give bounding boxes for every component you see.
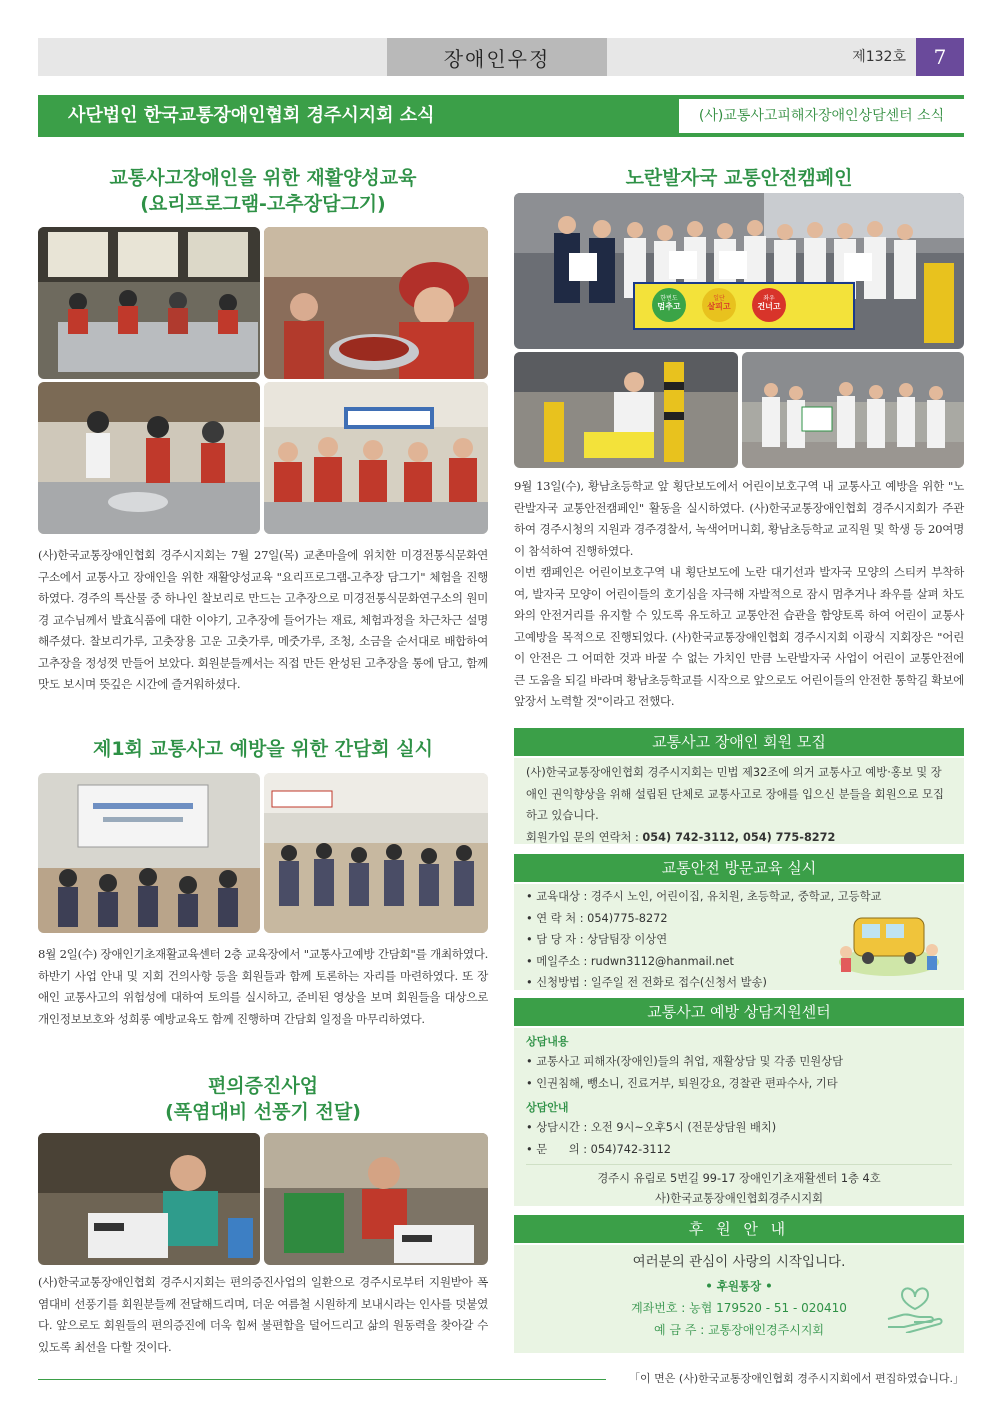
membership-contact [526,827,952,849]
donation-box [514,1245,964,1353]
membership-contact-label: 회원가입 문의 연락처 : [526,830,643,844]
fan-title-line1: 편의증진사업 [207,1075,319,1097]
cooking-body: (사)한국교통장애인협회 경주시지회는 7월 27일(목) 교촌마을에 위치한 미경전통식문화연구소에서 교통사고 장애인을 위한 재활양성교육 "요리프로그램-고추장 담그기" 체험을 진행하였다. 경주의 특산물 중 하나인 찰보리로 만드는 고추장으로 미경전통식문화연구소의 원미경 교수님께서 발효식품에 대한 이야기, 고추장에 들어가는 재료, 체험과정을 차근차근 설명해주셨다. 찰보리가루, 고춧장용 고운 고춧가루, 메줏가루, 조청, 소금을 순서대로 배합하여 고추장을 정성껏 만들어 보았다. 회원분들께서는 직접 만든 완성된 고추장을 통에 담고, 함께 맛도 보시며 뜻깊은 시간에 즐거워하셨다. [38,548,488,691]
fan-photo-2 [264,1133,488,1265]
counsel-guide-item: • 문 의 : 054)742-3112 [526,1139,952,1161]
masthead [38,38,964,76]
donation-slogan: 여러분의 관심이 사랑의 시작입니다. [632,1254,846,1270]
fan-body: (사)한국교통장애인협회 경주시지회는 편의증진사업의 일환으로 경주시로부터 지원받아 폭염대비 선풍기를 회원분들께 전달해드리며, 더운 여름철 시원하게 보내시라는 인사를 덧붙였다. 앞으로도 회원들의 편의증진에 더욱 힘써 불편함을 덜어드리고 삶의 원동력을 찾아갈 수 있도록 최선을 다할 것이다. [38,1275,488,1354]
cooking-photo-2 [264,227,488,379]
masthead-title: 장애인우정 [387,38,607,76]
counsel-content-heading: 상담내용 [526,1035,569,1048]
membership-box [514,758,964,844]
meeting-title: 제1회 교통사고 예방을 위한 간담회 실시 [93,738,433,760]
banner-right-title: (사)교통사고피해자장애인상담센터 소식 [679,99,964,133]
visit-edu-item: • 신청방법 : 일주일 전 전화로 접수(신청서 발송) [526,972,952,994]
campaign-photo-sticker [514,352,738,468]
donation-account-value: 농협 179520 - 51 - 020410 [689,1301,847,1315]
page-number: 7 [916,38,964,76]
sign-label-3: 좌우 [763,295,775,302]
donation-holder-value: 교통장애인경주시지회 [708,1323,824,1337]
sign-label-2: 일단 [713,295,725,302]
visit-edu-item: • 담 당 자 : 상담팀장 이상연 [526,929,952,951]
heart-hand-icon [884,1275,946,1333]
fan-photo-1 [38,1133,260,1265]
sign-text-3: 건너고 [757,302,781,311]
donation-holder-label: 예 금 주 : [654,1323,709,1337]
membership-title: 교통사고 장애인 회원 모집 [514,728,964,756]
visit-edu-title: 교통안전 방문교육 실시 [514,854,964,882]
cooking-photo-1 [38,227,260,379]
visit-edu-item: • 교육대상 : 경주시 노인, 어린이집, 유치원, 초등학교, 중학교, 고등학교 [526,886,952,908]
campaign-body: 9월 13일(수), 황남초등학교 앞 횡단보도에서 어린이보호구역 내 교통사고 예방을 위한 "노란발자국 교통안전캠페인" 활동을 실시하였다. (사)한국교통장애인협회 경주시지회가 주관하여 경주시청의 지원과 경주경찰서, 녹색어머니회, 황남초등학교 교직원 및 학생 등 20여명이 참석하여 진행하였다. 이번 캠페인은 어린이보호구역 내 횡단보도에 노란 대기선과 발자국 모양의 스티커 부착하여, 발자국 모양이 어린이들의 호기심을 자극해 자발적으로 잠시 멈추거나 좌우를 살펴 차도와의 안전거리를 유지할 수 있도록 유도하고 교통안전 습관을 함양토록 하여 어린이 교통사고예방을 목적으로 진행되었다. (사)한국교통장애인협회 경주시지회 이광식 지회장은 "어린이 안전은 그 어떠한 것과 바꿀 수 없는 가치인 만큼 노란발자국 사업이 어린이 교통안전에 큰 도움을 되길 바라며 황남초등학교를 시작으로 앞으로도 어린이들의 안전한 통학길 확보에 앞장서 노력할 것"이라고 전했다. [514,479,964,708]
cooking-title-line1: 교통사고장애인을 위한 재활양성교육 [109,167,417,189]
meeting-body: 8월 2일(수) 장애인기초재활교육센터 2층 교육장에서 "교통사고예방 간담회"를 개최하였다. 하반기 사업 안내 및 지회 건의사항 등을 회원들과 함께 토론하는 자리를 마련하였다. 또 장애인 교통사고의 위험성에 대하여 토의를 실시하고, 준비된 영상을 보며 회원들을 대상으로 개인정보보호와 성희롱 예방교육도 함께 진행하며 간담회 일정을 마무리하였다. [38,947,488,1026]
sign-text-2: 살피고 [707,302,731,311]
visit-edu-item: • 연 락 처 : 054)775-8272 [526,908,952,930]
cooking-title [38,165,488,217]
meeting-photo-2 [264,773,488,933]
issue-number: 제132호 [852,49,906,65]
meeting-photo-1 [38,773,260,933]
donation-account-label: 계좌번호 : [631,1301,690,1315]
donation-title: 후 원 안 내 [514,1215,964,1243]
counsel-box [514,1028,964,1206]
counsel-address-line1: 경주시 유림로 5번길 99-17 장애인기초재활센터 1층 4호 [597,1172,881,1185]
counsel-guide-item: • 상담시간 : 오전 9시~오후5시 (전문상담원 배치) [526,1117,952,1139]
footer-line [38,1379,606,1380]
donation-account-heading: • 후원통장 • [705,1279,773,1293]
campaign-title: 노란발자국 교통안전캠페인 [625,167,853,189]
sign-label-1: 한번도 [660,295,678,302]
counsel-guide-heading: 상담안내 [526,1101,569,1114]
section-banner [38,95,964,137]
membership-body: (사)한국교통장애인협회 경주시지회는 민법 제32조에 의거 교통사고 예방·홍보 및 장애인 권익향상을 위해 설립된 단체로 교통사고로 장애를 입으신 분들을 회원으로 모집하고 있습니다. [526,766,944,822]
counsel-content-item: • 인권침해, 뺑소니, 진료거부, 퇴원강요, 경찰관 편파수사, 기타 [526,1073,952,1095]
footer-note: 「이 면은 (사)한국교통장애인협회 경주시지회에서 편집하였습니다.」 [629,1372,964,1385]
sign-text-1: 멈추고 [657,302,681,311]
visit-edu-item: • 메일주소 : rudwn3112@hanmail.net [526,951,952,973]
cooking-photo-4 [264,382,488,534]
counsel-title: 교통사고 예방 상담지원센터 [514,998,964,1026]
bus-kids-illustration [834,900,944,980]
membership-contact-value: 054) 742-3112, 054) 775-8272 [642,830,836,844]
fan-title [38,1073,488,1125]
cooking-photo-3 [38,382,260,534]
campaign-photo-street [742,352,964,468]
banner-left-title: 사단법인 한국교통장애인협회 경주시지회 소식 [68,105,435,126]
cooking-title-line2: (요리프로그램-고추장담그기) [140,193,386,215]
visit-edu-box [514,884,964,990]
campaign-group-photo [514,193,964,349]
counsel-content-item: • 교통사고 피해자(장애인)들의 취업, 재활상담 및 각종 민원상담 [526,1051,952,1073]
counsel-address-line2: 사)한국교통장애인협회경주시지회 [654,1192,824,1205]
fan-title-line2: (폭염대비 선풍기 전달) [165,1101,361,1123]
